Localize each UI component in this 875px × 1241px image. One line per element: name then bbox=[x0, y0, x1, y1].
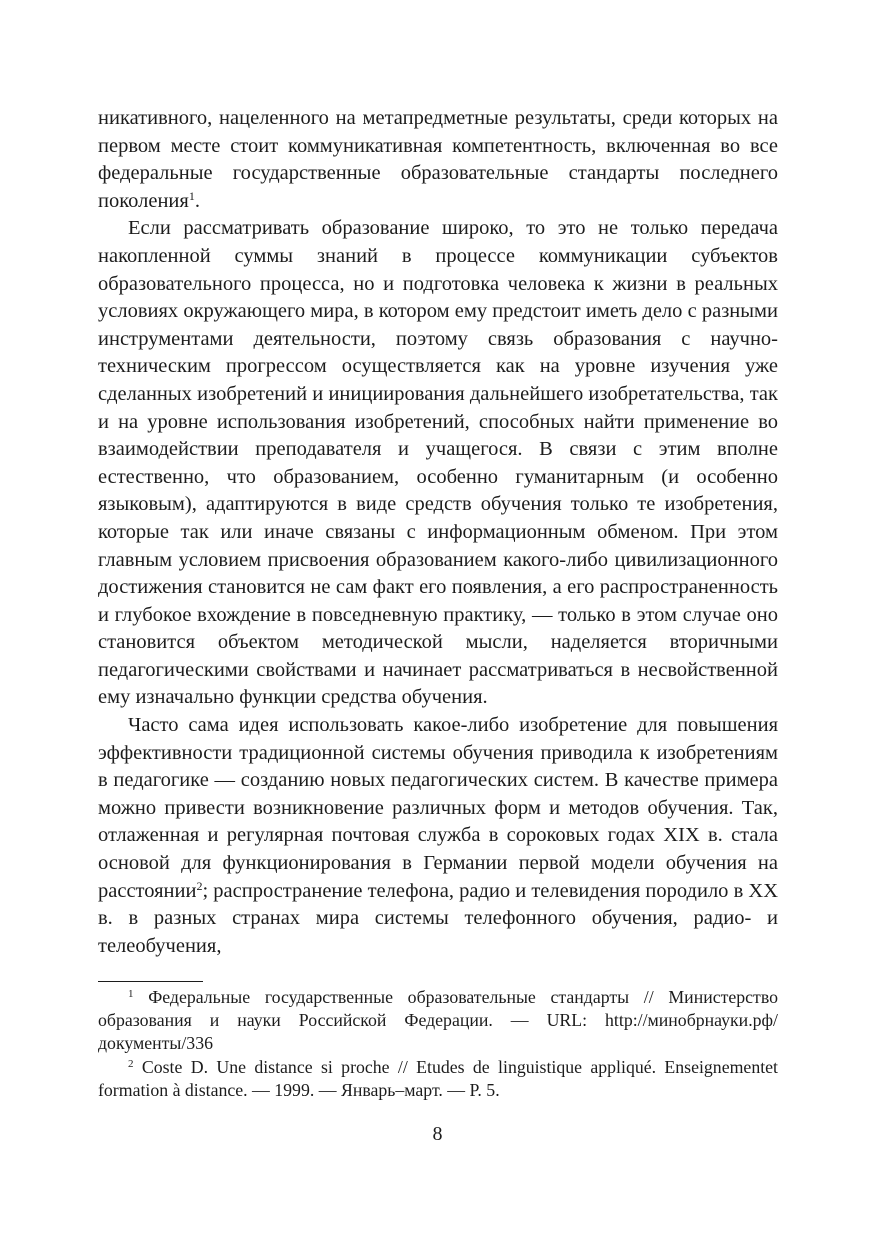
footnote-separator bbox=[98, 981, 203, 982]
paragraph-1 bbox=[98, 105, 778, 215]
paragraph-1-text: никативного, нацеленного на метапредметные результаты, среди которых на первом месте стоит коммуникативная компетентность, включенная во все федеральные государственные образовательные стандарты последнего поколения bbox=[98, 107, 778, 212]
footnote-1-text: Федеральные государственные образовательные стандарты // Министерство образования и науки Российской Федерации. — URL: http://минобрнауки.рф/документы/336 bbox=[98, 987, 778, 1054]
paragraph-1-end: . bbox=[194, 189, 200, 212]
paragraph-3-text-b: ; распространение телефона, радио и телевидения породило в XX в. в разных странах мира системы телефонного обучения, радио- и телеобучения, bbox=[98, 879, 778, 957]
page-number: 8 bbox=[432, 1123, 443, 1145]
footnotes bbox=[98, 986, 778, 1102]
main-text bbox=[98, 105, 778, 960]
footnote-1 bbox=[98, 986, 778, 1056]
paragraph-3-text-a: Часто сама идея использовать какое-либо изобретение для повышения эффективности традиционной системы обучения приводила к изобретениям в педагогике — созданию новых педагогических систем. В качестве примера можно привести возникновение различных форм и методов обучения. Так, отлаженная и регулярная почтовая служба в сороковых годах XIX в. стала основой для функционирования в Германии первой модели обучения на расстоянии bbox=[98, 714, 778, 902]
footnote-2-text: Coste D. Une distance si proche // Etudes de linguistique appliqué. Enseignementet formation à distance. — 1999. — Январь–март. — P. 5. bbox=[98, 1056, 778, 1100]
paragraph-2: Если рассматривать образование широко, то это не только передача накопленной суммы знаний в процессе коммуникации субъектов образовательного процесса, но и подготовка человека к жизни в реальных условиях окружающего мира, в котором ему предстоит иметь дело с разными инструментами деятельности, поэтому связь образования с научно-техническим прогрессом осуществляется как на уровне изучения уже сделанных изобретений и инициирования дальнейшего изобретательства, так и на уровне использования изобретений, способных найти применение во взаимодействии преподавателя и учащегося. В связи с этим вполне естественно, что образованием, особенно гуманитарным (и особенно языковым), адаптируются в виде средств обучения только те изобретения, которые так или иначе связаны с информационным обменом. При этом главным условием присвоения образованием какого-либо цивилизационного достижения становится не сам факт его появления, а его распространенность и глубокое вхождение в повседневную практику, — только в этом случае оно становится объектом методической мысли, наделяется вторичными педагогическими свойствами и начинает рассматриваться в несвойственной ему изначально функции средства обучения. bbox=[98, 217, 778, 709]
footnote-ref-2[interactable]: 2 bbox=[196, 878, 203, 893]
footnote-1-number: 1 bbox=[128, 988, 134, 1000]
footnote-2 bbox=[98, 1056, 778, 1102]
paragraph-3 bbox=[98, 712, 778, 960]
footnote-2-number: 2 bbox=[128, 1057, 134, 1070]
footnote-ref-1[interactable]: 1 bbox=[188, 188, 195, 203]
